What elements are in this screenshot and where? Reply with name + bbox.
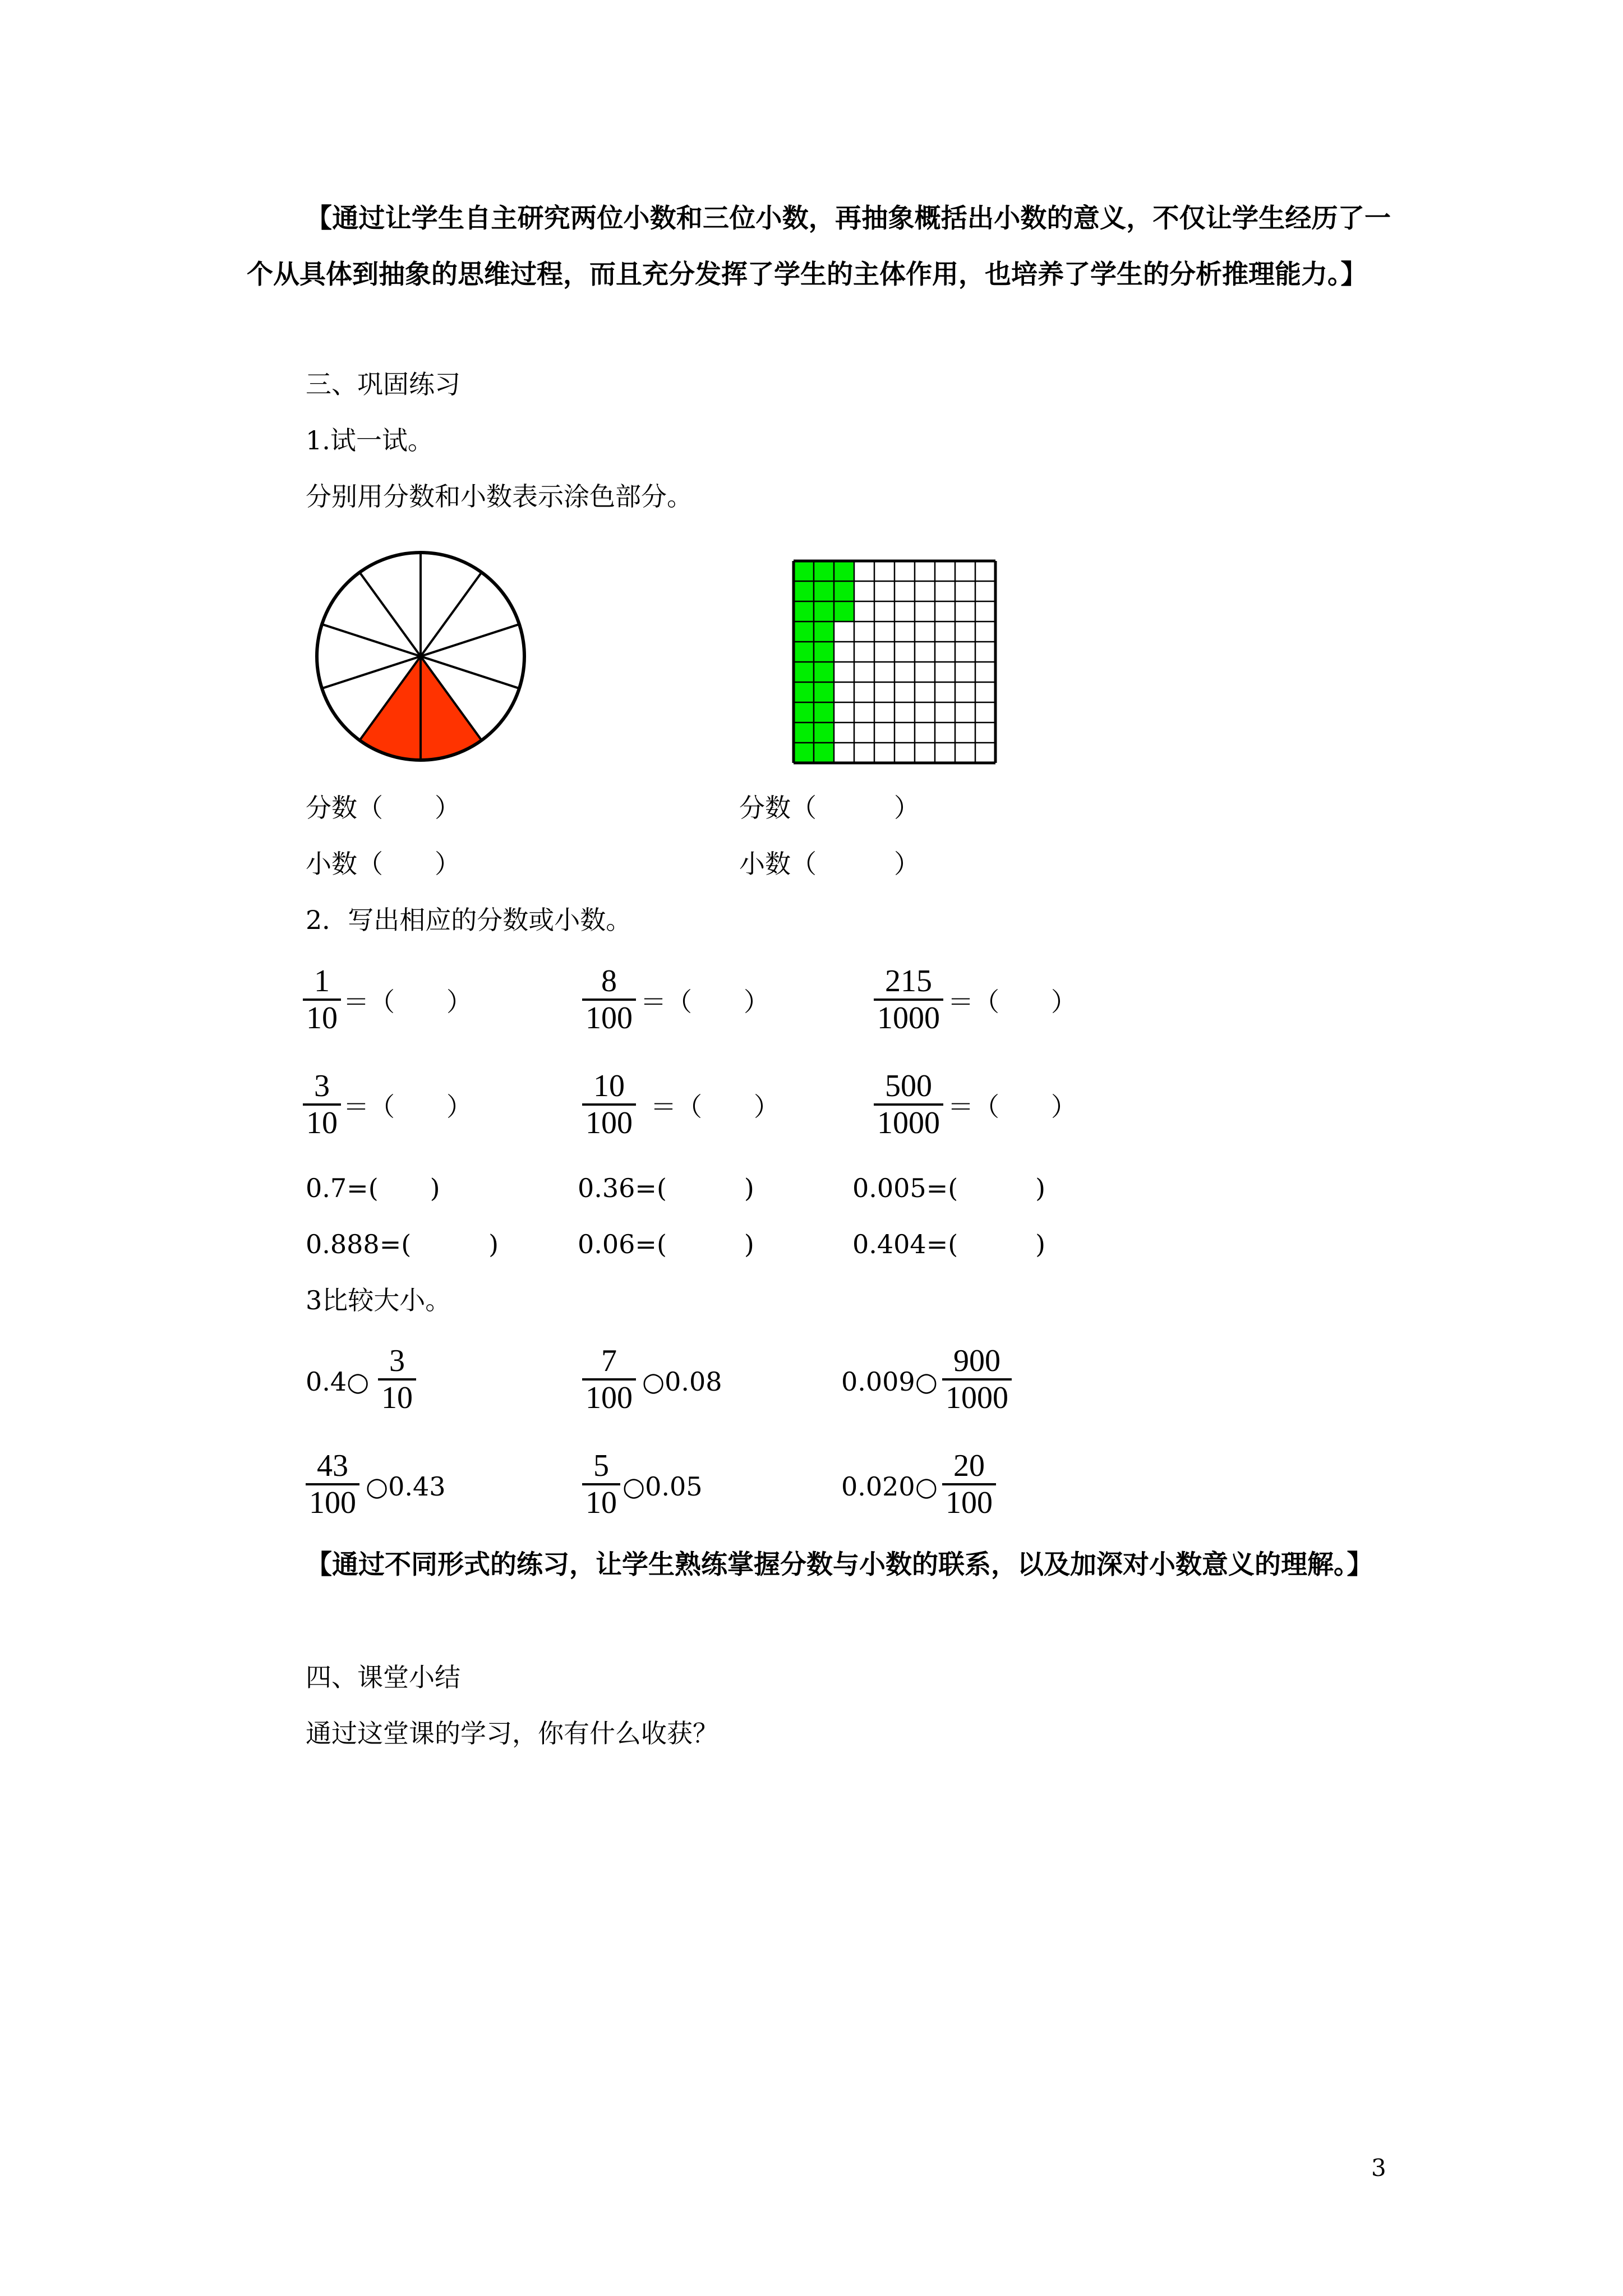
fraction-20-100-compare xyxy=(942,1448,996,1520)
shaded-cell xyxy=(814,662,834,682)
sector-circle-figure xyxy=(311,547,530,766)
fraction-900-1000-compare xyxy=(942,1343,1012,1415)
denominator: 1000 xyxy=(877,1106,940,1140)
decimal-item: 0.404=( ) xyxy=(852,1229,1046,1259)
shaded-cell xyxy=(814,682,834,702)
compare-right: ○0.05 xyxy=(623,1471,703,1502)
compare-left: 0.4○ xyxy=(306,1366,370,1397)
denominator: 100 xyxy=(585,1001,633,1036)
grid-fraction-answer: 分数（ ） xyxy=(739,793,920,823)
numerator: 500 xyxy=(885,1069,932,1103)
denominator: 1000 xyxy=(946,1381,1008,1415)
intro-note: 【通过让学生自主研究两位小数和三位小数，再抽象概括出小数的意义，不仅让学生经历了一个从具体到抽象的思维过程，而且充分发挥了学生的主体作用，也培养了学生的分析推理能力。】 xyxy=(247,203,1391,290)
section4-title: 四、课堂小结 xyxy=(306,1662,460,1692)
shaded-cell xyxy=(814,601,834,622)
sector-divider xyxy=(421,572,482,656)
fraction-3-10-compare xyxy=(378,1343,416,1415)
answer-blank: ＝（ ） xyxy=(651,1092,780,1122)
shaded-cell xyxy=(794,743,814,763)
fraction-215-1000 xyxy=(874,964,943,1036)
fraction-10-100 xyxy=(582,1069,636,1140)
decimal-item: 0.888=( ) xyxy=(306,1229,499,1259)
denominator: 10 xyxy=(381,1381,413,1415)
denominator: 100 xyxy=(309,1485,356,1520)
shaded-cell xyxy=(794,682,814,702)
shaded-cell xyxy=(794,561,814,581)
shaded-cell xyxy=(814,622,834,642)
section3-title: 三、巩固练习 xyxy=(306,369,460,399)
shaded-cell xyxy=(814,723,834,743)
decimal-item: 0.36=( ) xyxy=(578,1173,754,1203)
numerator: 215 xyxy=(885,964,932,999)
numerator: 3 xyxy=(314,1069,330,1103)
shaded-cell xyxy=(834,601,854,622)
compare-right: ○0.08 xyxy=(642,1366,722,1397)
shaded-cell xyxy=(814,743,834,763)
decimal-item: 0.7=( ) xyxy=(306,1173,440,1203)
shaded-cell xyxy=(814,561,834,581)
shaded-cell xyxy=(834,581,854,601)
decimal-item: 0.005=( ) xyxy=(852,1173,1046,1203)
compare-left: 0.020○ xyxy=(841,1471,938,1502)
numerator: 7 xyxy=(601,1343,617,1378)
decimal-item: 0.06=( ) xyxy=(578,1229,754,1259)
exercise1-instruction: 分别用分数和小数表示涂色部分。 xyxy=(306,481,693,512)
shaded-cell xyxy=(834,561,854,581)
numerator: 8 xyxy=(601,964,617,999)
page-number: 3 xyxy=(1371,2154,1386,2182)
shaded-cell xyxy=(794,601,814,622)
shaded-cell xyxy=(794,642,814,662)
numerator: 5 xyxy=(593,1448,609,1483)
practice-note: 【通过不同形式的练习，让学生熟练掌握分数与小数的联系，以及加深对小数意义的理解。】 xyxy=(306,1549,1373,1580)
fraction-43-100-compare xyxy=(306,1448,359,1520)
denominator: 1000 xyxy=(877,1001,940,1036)
numerator: 10 xyxy=(593,1069,625,1103)
numerator: 43 xyxy=(317,1448,348,1483)
fraction-8-100 xyxy=(582,964,636,1036)
numerator: 900 xyxy=(953,1343,1000,1378)
shaded-cell xyxy=(814,642,834,662)
shaded-cell xyxy=(794,662,814,682)
shaded-cell xyxy=(794,723,814,743)
answer-blank: ＝（ ） xyxy=(640,987,769,1017)
answer-blank: ＝（ ） xyxy=(343,987,472,1017)
exercise2-title: 2．写出相应的分数或小数。 xyxy=(306,905,632,935)
numerator: 3 xyxy=(389,1343,405,1378)
denominator: 10 xyxy=(585,1485,617,1520)
numerator: 1 xyxy=(314,964,330,999)
exercise3-title: 3比较大小。 xyxy=(306,1285,451,1315)
shaded-cell xyxy=(794,622,814,642)
circle-decimal-answer: 小数（ ） xyxy=(306,849,460,879)
shaded-cell xyxy=(794,702,814,723)
answer-blank: ＝（ ） xyxy=(948,987,1077,1017)
hundred-grid-figure xyxy=(791,558,998,766)
answer-blank: ＝（ ） xyxy=(948,1092,1077,1122)
numerator: 20 xyxy=(953,1448,985,1483)
fraction-500-1000 xyxy=(874,1069,943,1140)
exercise1-title: 1.试一试。 xyxy=(306,425,434,455)
denominator: 100 xyxy=(946,1485,993,1520)
sector-divider xyxy=(322,624,421,656)
denominator: 10 xyxy=(306,1001,338,1036)
denominator: 10 xyxy=(306,1106,338,1140)
fraction-1-10 xyxy=(303,964,341,1036)
fraction-5-10-compare xyxy=(582,1448,620,1520)
compare-left: 0.009○ xyxy=(841,1366,938,1397)
shaded-cell xyxy=(814,581,834,601)
denominator: 100 xyxy=(585,1106,633,1140)
sector-divider xyxy=(421,624,519,656)
grid-decimal-answer: 小数（ ） xyxy=(739,849,920,879)
denominator: 100 xyxy=(585,1381,633,1415)
compare-right: ○0.43 xyxy=(366,1471,446,1502)
circle-fraction-answer: 分数（ ） xyxy=(306,793,460,823)
summary-question: 通过这堂课的学习，你有什么收获？ xyxy=(306,1718,718,1749)
fraction-3-10 xyxy=(303,1069,341,1140)
fraction-7-100-compare xyxy=(582,1343,636,1415)
answer-blank: ＝（ ） xyxy=(343,1092,472,1122)
shaded-cell xyxy=(794,581,814,601)
shaded-cell xyxy=(814,702,834,723)
sector-divider xyxy=(359,572,421,656)
